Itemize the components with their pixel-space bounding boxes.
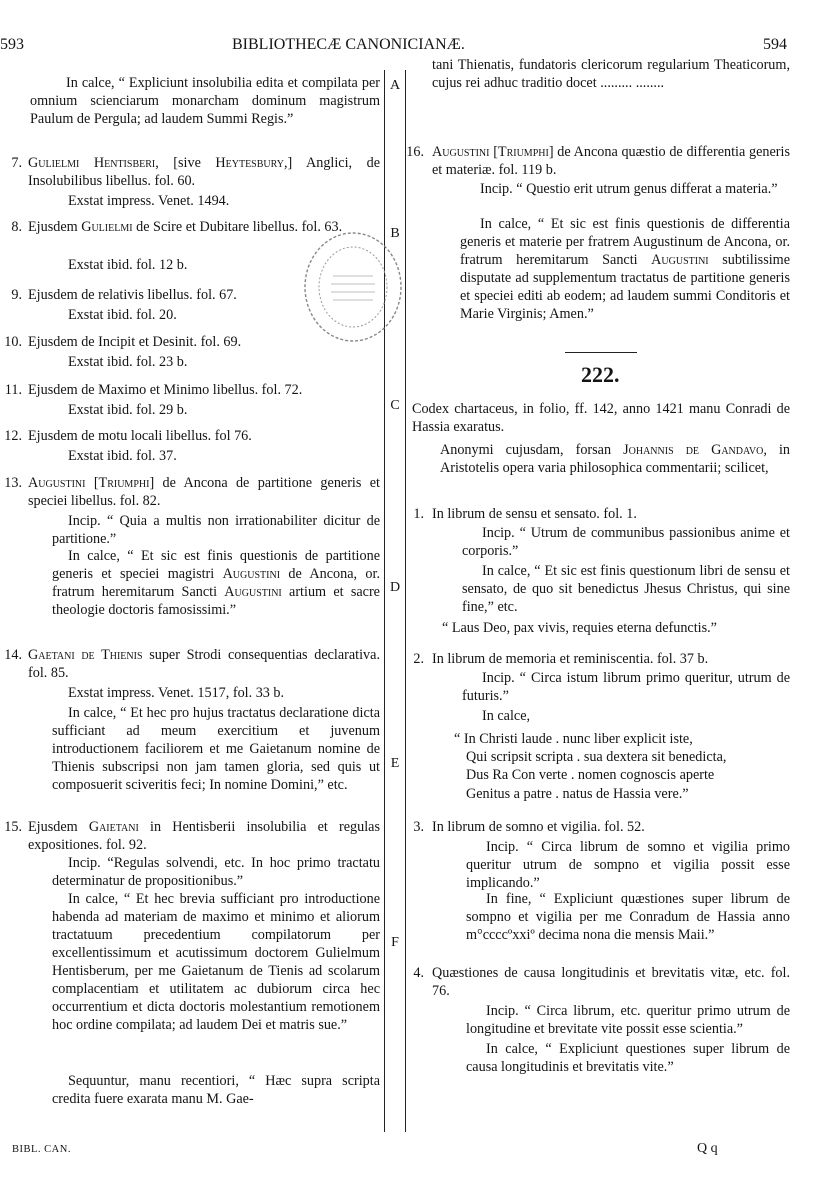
entry-number: 16. (406, 144, 424, 160)
right-column-entry (466, 1002, 790, 1038)
right-column-entry (466, 766, 790, 784)
right-column-entry (462, 669, 790, 705)
right-column-entry (406, 143, 790, 179)
left-column-entry (68, 192, 380, 210)
margin-letter-c: C (390, 398, 400, 413)
left-column-entry (52, 890, 380, 1034)
entry-text: Exstat ibid. fol. 12 b. (68, 257, 188, 273)
entry-number: 12. (4, 428, 22, 444)
left-column-entry (30, 74, 380, 128)
left-column-entry (68, 353, 380, 371)
entry-text: In fine, “ Expliciunt quæstiones super librum de sompno et vigilia per me Conradum de Hassia anno m°ccccºxxiº decima nona die mensis Maii.” (466, 891, 790, 943)
left-column-entry (52, 854, 380, 890)
entry-text: In librum de memoria et reminiscentia. fol. 37 b. (432, 651, 709, 667)
right-column-entry (462, 562, 790, 616)
entry-text: In librum de sensu et sensato. fol. 1. (432, 506, 637, 522)
footer-signature-right: Q q (697, 1141, 718, 1156)
entry-number: 14. (4, 647, 22, 663)
margin-letter-d: D (389, 580, 401, 595)
entry-text: “ Laus Deo, pax vivis, requies eterna defunctis.” (442, 620, 717, 636)
right-column-entry (412, 818, 790, 836)
entry-text: Qui scripsit scripta . sua dextera sit benedicta, (466, 749, 727, 765)
section-rule (565, 352, 637, 353)
left-column-entry (68, 684, 380, 702)
entry-text: Sequuntur, manu recentiori, “ Hæc supra scripta credita fuere exarata manu M. Gae- (52, 1073, 380, 1107)
entry-text: Ejusdem de Maximo et Minimo libellus. fol. 72. (28, 382, 303, 398)
entry-number: 11. (4, 382, 22, 398)
left-column-entry (4, 427, 380, 445)
left-column-entry (68, 256, 380, 274)
entry-number: 1. (413, 506, 424, 522)
entry-text: Gaetani de Thienis super Strodi consequentias declarativa. fol. 85. (28, 647, 380, 681)
entry-text: Ejusdem Gaietani in Hentisberii insolubilia et regulas expositiones. fol. 92. (28, 819, 380, 853)
left-column-entry (52, 547, 380, 619)
entry-text: Incip. “ Utrum de communibus passionibus anime et corporis.” (462, 525, 790, 559)
entry-text: Incip. “Regulas solvendi, etc. In hoc primo tractatu determinatur de propositionibus.” (52, 855, 380, 889)
left-column-entry (52, 512, 380, 548)
running-title: BIBLIOTHECÆ CANONICIANÆ. (232, 36, 465, 53)
margin-letter-f: F (391, 935, 399, 950)
footer-signature-left: BIBL. CAN. (12, 1144, 71, 1155)
entry-text: Anonymi cujusdam, forsan Johannis de Gandavo, in Aristotelis opera varia philosophica commentarii; scilicet, (440, 442, 790, 476)
entry-text: In calce, “ Et hec brevia sufficiant pro introductione habenda ad materiam de maximo et minimo et aliorum tractatuum precedentium compilatorum per excellentissimum et acutissimum doctorem Gulielmum Hentisberum, per me Gaietanum de Tienis ad scolarum complacentiam et utilitatem ac dubiorum circa hec occurrentium et dicta doctoris molestantium remotionem hoc ordine compilata; ad laudem Dei et matris sue.” (52, 891, 380, 1033)
entry-text: “ In Christi laude . nunc liber explicit iste, (454, 731, 693, 747)
entry-text: Incip. “ Questio erit utrum genus differat a materia.” (480, 181, 778, 197)
left-column-entry (68, 401, 380, 419)
entry-text: Gulielmi Hentisberi, [sive Heytesbury,] Anglici, de Insolubilibus libellus. fol. 60. (28, 155, 380, 189)
right-column-entry (466, 785, 790, 803)
codex-number: 222. (581, 362, 620, 387)
entry-text: In calce, “ Expliciunt insolubilia edita et compilata per omnium scienciarum monarcham dominum magistrum Paulum de Pergula; ad laudem Summi Regis.” (30, 75, 380, 127)
page-number-left: 593 (0, 36, 24, 53)
entry-text: In calce, (482, 708, 531, 724)
left-column-entry (8, 218, 380, 236)
right-column-entry (466, 748, 790, 766)
entry-text: Codex chartaceus, in folio, ff. 142, anno 1421 manu Conradi de Hassia exaratus. (412, 401, 790, 435)
left-column-entry (8, 286, 380, 304)
right-column-entry (412, 964, 790, 1000)
entry-text: In calce, “ Et hec pro hujus tractatus declaratione dicta sufficiant ad meum exercitium et juvenum introductionem faciliorem et me Gaietanum nomine de Thienis subscripsi non jam tamen gloria, sed quis ut composuerit sciveritis feci; In nomine Domini,” etc. (52, 705, 380, 793)
entry-text: Augustini [Triumphi] de Ancona quæstio de differentia generis et materiæ. fol. 119 b. (432, 144, 790, 178)
right-column-entry (440, 441, 790, 477)
left-column-entry (68, 447, 380, 465)
entry-text: Exstat ibid. fol. 37. (68, 448, 177, 464)
right-column-entry (432, 56, 790, 92)
entry-number: 9. (11, 287, 22, 303)
right-column-entry (442, 619, 790, 637)
left-column-entry (52, 1072, 380, 1108)
left-column-entry (4, 333, 380, 351)
entry-number: 13. (4, 475, 22, 491)
right-column-entry (412, 505, 790, 523)
right-column-entry (466, 1040, 790, 1076)
entry-text: Incip. “ Circa istum librum primo queritur, utrum de futuris.” (462, 670, 790, 704)
entry-text: Exstat impress. Venet. 1517, fol. 33 b. (68, 685, 285, 701)
entry-number: 2. (413, 651, 424, 667)
margin-letter-b: B (390, 226, 400, 241)
entry-text: Incip. “ Circa librum, etc. queritur primo utrum de longitudine et brevitate vite possit esse scientia.” (466, 1003, 790, 1037)
entry-text: In librum de somno et vigilia. fol. 52. (432, 819, 645, 835)
entry-number: 7. (11, 155, 22, 171)
right-column-entry (454, 730, 790, 748)
entry-text: In calce, “ Et sic est finis questionis de differentia generis et materie per fratrem Augustinum de Ancona, or. fratrum heremitarum Sancti Augustini subtilissime disputate ad supplementum tractatus de partitione generis et speciei editi ab eodem; ad laudem summi Conditoris et Marie Virginis; Amen.” (460, 216, 790, 322)
right-column-entry (482, 707, 790, 725)
page-number-right: 594 (763, 36, 787, 53)
right-column-entry (412, 650, 790, 668)
left-column-entry (4, 474, 380, 510)
entry-number: 3. (413, 819, 424, 835)
left-column-entry (4, 818, 380, 854)
entry-number: 10. (4, 334, 22, 350)
margin-letter-e: E (390, 756, 400, 771)
entry-text: Exstat ibid. fol. 23 b. (68, 354, 188, 370)
entry-text: Genitus a patre . natus de Hassia vere.” (466, 786, 689, 802)
right-column-entry (412, 400, 790, 436)
entry-text: Exstat impress. Venet. 1494. (68, 193, 230, 209)
entry-text: Dus Ra Con verte . nomen cognoscis aperte (466, 767, 715, 783)
entry-text: In calce, “ Et sic est finis questionum libri de sensu et sensato, de quo sit benedictus Jhesus Christus, qui sine fine,” etc. (462, 563, 790, 615)
entry-number: 15. (4, 819, 22, 835)
entry-text: tani Thienatis, fundatoris clericorum regularium Theaticorum, cujus rei adhuc traditio docet ......... ........ (432, 57, 790, 91)
entry-text: Quæstiones de causa longitudinis et brevitatis vitæ, etc. fol. 76. (432, 965, 790, 999)
entry-number: 4. (413, 965, 424, 981)
left-column-entry (4, 381, 380, 399)
right-column-entry (460, 215, 790, 323)
entry-text: Exstat ibid. fol. 20. (68, 307, 177, 323)
entry-text: Ejusdem de relativis libellus. fol. 67. (28, 287, 237, 303)
right-column-entry (460, 180, 790, 198)
entry-text: Ejusdem Gulielmi de Scire et Dubitare libellus. fol. 63. (28, 219, 343, 235)
entry-number: 8. (11, 219, 22, 235)
entry-text: In calce, “ Et sic est finis questionis de partitione generis et speciei magistri Augustini de Ancona, or. fratrum heremitarum Sancti Augustini artium et sacre theologie doctoris famosissimi.” (52, 548, 380, 618)
entry-text: Ejusdem de Incipit et Desinit. fol. 69. (28, 334, 242, 350)
right-column-entry (462, 524, 790, 560)
left-column-entry (52, 704, 380, 794)
margin-letter-a: A (389, 78, 401, 93)
entry-text: In calce, “ Expliciunt questiones super librum de causa longitudinis et brevitatis vite.” (466, 1041, 790, 1075)
entry-text: Incip. “ Circa librum de somno et vigilia primo queritur utrum de sompno et vigilia possit esse implicando.” (466, 839, 790, 891)
left-column-entry (4, 646, 380, 682)
left-column-entry (68, 306, 380, 324)
right-column-entry (466, 838, 790, 892)
entry-text: Exstat ibid. fol. 29 b. (68, 402, 188, 418)
left-column-entry (8, 154, 380, 190)
right-column-entry (466, 890, 790, 944)
entry-text: Incip. “ Quia a multis non irrationabiliter dicitur de partitione.” (52, 513, 380, 547)
entry-text: Ejusdem de motu locali libellus. fol 76. (28, 428, 252, 444)
entry-text: Augustini [Triumphi] de Ancona de partitione generis et speciei libellus. fol. 82. (28, 475, 380, 509)
